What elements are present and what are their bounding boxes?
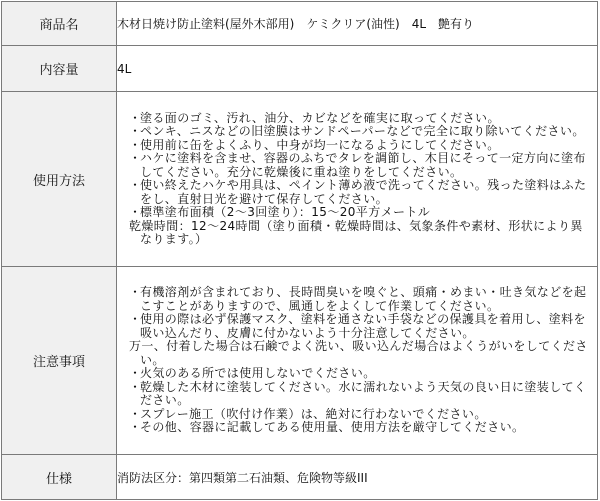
- caution-item: [129, 313, 589, 367]
- usage-label: 使用方法: [2, 92, 117, 267]
- capacity-value: 4L: [117, 46, 598, 92]
- caution-item: ・ その他、容器に記載してある使用量、使用方法を厳守してください。: [129, 421, 589, 435]
- usage-item: ・ 使い終えたハケや用具は、ペイント薄め液で洗ってください。残った塗料はふたをし、直射日光を避けて保存してください。: [129, 179, 589, 206]
- usage-list: [117, 112, 597, 247]
- usage-item: ・ ハケに塗料を含ませ、容器のふちでタレを調節し、木目にそって一定方向に塗布してください。充分に乾燥後に重ね塗りをしてください。: [129, 152, 589, 179]
- spec-label: 仕様: [2, 455, 117, 500]
- usage-item: ・ ペンキ、ニスなどの旧塗膜はサンドペーパーなどで完全に取り除いてください。: [129, 125, 589, 139]
- caution-value: [117, 267, 598, 455]
- row-capacity: [2, 46, 598, 92]
- usage-value: [117, 92, 598, 267]
- caution-item: ・ スプレー施工（吹付け作業）は、絶対に行わないでください。: [129, 408, 589, 422]
- caution-list: [117, 286, 597, 435]
- coverage-text: 標準塗布面積（2～3回塗り）：15～20平方メートル: [140, 205, 431, 219]
- first-aid-text: 万一、付着した場合は石鹸でよく洗い、吸い込んだ場合はよくうがいをしてください。: [129, 339, 588, 367]
- caution-item: ・ 火気のある所では使用しないでください。: [129, 367, 589, 381]
- spec-value: 消防法区分：第四類第二石油類、危険物等級III: [117, 455, 598, 500]
- caution-item: ・ 有機溶剤が含まれており、長時間臭いを嗅ぐと、頭痛・めまい・吐き気などを起こすことがありますので、風通しをよくして作業してください。: [129, 286, 589, 313]
- usage-item: ・ 塗る面のゴミ、汚れ、油分、カビなどを確実に取ってください。: [129, 112, 589, 126]
- drying-time-text: 乾燥時間：12～24時間（塗り面積・乾燥時間は、気象条件や素材、形状により異なります。）: [129, 218, 583, 246]
- caution-item: ・ 乾燥した木材に塗装してください。水に濡れないよう天気の良い日に塗装してください。: [129, 381, 589, 408]
- product-name-label: 商品名: [2, 2, 117, 46]
- row-usage: [2, 92, 598, 267]
- product-spec-table: [1, 1, 598, 500]
- row-product-name: [2, 2, 598, 46]
- caution-label: 注意事項: [2, 267, 117, 455]
- protective-gear-text: 使用の際は必ず保護マスク、塗料を通さない手袋などの保護具を着用し、塗料を吸い込んだり、皮膚に付かないよう十分注意してください。: [140, 312, 586, 340]
- capacity-label: 内容量: [2, 46, 117, 92]
- row-caution: [2, 267, 598, 455]
- row-spec: [2, 455, 598, 500]
- product-name-value: 木材日焼け防止塗料(屋外木部用) ケミクリア(油性) 4L 艶有り: [117, 2, 598, 46]
- usage-item: ・ 使用前に缶をよくふり、中身が均一になるようにしてください。: [129, 139, 589, 153]
- usage-item: [129, 206, 589, 247]
